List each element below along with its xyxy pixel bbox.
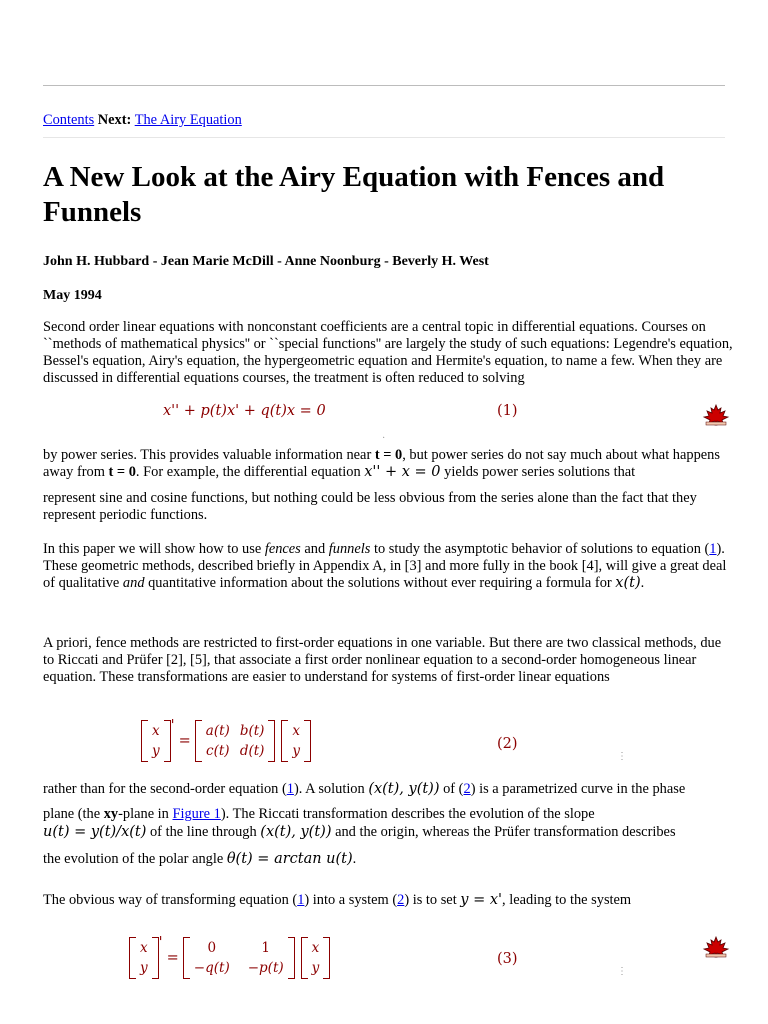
equation-1-link[interactable]: 1 <box>709 541 717 557</box>
bracket <box>281 720 288 762</box>
text: of ( <box>439 781 464 797</box>
prime-mark: ' <box>158 935 163 951</box>
text: ) is to set <box>404 892 461 908</box>
paragraph-5 <box>43 781 733 798</box>
bracket <box>129 937 136 979</box>
bracket <box>183 937 190 979</box>
matrix-entry: y <box>152 743 160 759</box>
bracket <box>195 720 202 762</box>
equation-1-number: (1) <box>497 403 518 419</box>
separator-mark: ⋮ <box>617 966 627 977</box>
text: ) is a parametrized curve in the phase <box>470 781 686 797</box>
text: yields power series solutions that <box>440 464 636 480</box>
matrix-entry: x <box>152 723 160 739</box>
t-zero: t = 0 <box>374 447 403 463</box>
matrix-entry: −p(t) <box>247 960 284 976</box>
vector-right <box>301 937 331 979</box>
next-link[interactable]: The Airy Equation <box>134 112 242 128</box>
equation-1-link[interactable]: 1 <box>297 892 305 908</box>
paragraph-2 <box>43 447 733 481</box>
inline-math: x(t) <box>615 575 641 591</box>
matrix-entry: 0 <box>207 940 217 956</box>
text: quantitative information about the solutions without ever requiring a formula for <box>144 575 616 591</box>
emphasis: funnels <box>328 541 371 557</box>
matrix-entry: x <box>140 940 148 956</box>
bracket <box>323 937 330 979</box>
text: and the origin, whereas the Prüfer transformation describes <box>331 824 676 840</box>
intro-paragraph: Second order linear equations with nonconstant coefficients are a central topic in differential equations. Courses on ``methods of mathematical physics'' or ``special functions'' are largely the study of such equations: Legendre's equation, Bessel's equation, Airy's equation, the hypergeometric equation and Hermite's equation, to name a few. When they are discussed in differential equations courses, the treatment is often reduced to solving <box>43 319 733 386</box>
coefficient-matrix <box>195 720 276 762</box>
matrix-entry: y <box>292 743 301 759</box>
inline-math: y = x' <box>460 892 503 908</box>
figure-1-link[interactable]: Figure 1 <box>172 806 221 822</box>
publication-date: May 1994 <box>43 288 102 303</box>
vector-left <box>141 720 171 762</box>
equation-2 <box>141 720 311 762</box>
matrix-entry: y <box>311 960 320 976</box>
text: ). A solution <box>293 781 369 797</box>
paragraph-6 <box>43 892 733 909</box>
text: , leading to the system <box>502 892 632 908</box>
authors: John H. Hubbard - Jean Marie McDill - Anne Noonburg - Beverly H. West <box>43 254 489 269</box>
text: The obvious way of transforming equation ( <box>43 892 298 908</box>
separator-mark: · <box>382 433 386 444</box>
paragraph-5-line-2 <box>43 806 733 823</box>
top-divider <box>43 85 725 86</box>
nav-divider <box>43 137 725 138</box>
text: of the line through <box>146 824 261 840</box>
equation-2-link[interactable]: 2 <box>463 781 471 797</box>
bracket <box>141 720 148 762</box>
bracket <box>152 937 159 979</box>
text: -plane in <box>118 806 173 822</box>
matrix-entry: c(t) <box>206 743 230 759</box>
matrix-entry: d(t) <box>239 743 265 759</box>
inline-math: x'' + x = 0 <box>364 464 441 480</box>
inline-math: (x(t), y(t)) <box>260 824 332 840</box>
maple-leaf-icon[interactable] <box>702 404 730 426</box>
contents-link[interactable]: Contents <box>43 112 95 128</box>
separator-mark: ⋮ <box>617 751 627 762</box>
next-label: Next: <box>97 112 132 128</box>
equation-1 <box>163 403 326 420</box>
text: ) into a system ( <box>304 892 398 908</box>
coefficient-matrix <box>183 937 295 979</box>
inline-math: u(t) = y(t)/x(t) <box>43 824 147 840</box>
bracket <box>164 720 171 762</box>
equation-3 <box>129 937 330 979</box>
vector-left <box>129 937 159 979</box>
text: by power series. This provides valuable information near <box>43 447 375 463</box>
bracket <box>301 937 308 979</box>
page-title: A New Look at the Airy Equation with Fences and Funnels <box>43 161 665 228</box>
text: . <box>352 851 357 867</box>
inline-math: (x(t), y(t)) <box>368 781 440 797</box>
bold-text: xy <box>103 806 119 822</box>
equation-1-link[interactable]: 1 <box>286 781 294 797</box>
matrix-entry: y <box>140 960 148 976</box>
equation-2-link[interactable]: 2 <box>397 892 405 908</box>
bracket <box>304 720 311 762</box>
equals-sign: = <box>178 732 191 749</box>
matrix-entry: 1 <box>261 940 270 956</box>
navigation-bar <box>43 112 242 129</box>
text: In this paper we will show how to use <box>43 541 265 557</box>
bracket <box>268 720 275 762</box>
text: ). These geometric methods, described briefly in Appendix A, in [3] and more fully in the book [4], will give a great deal of qualitative <box>43 541 727 591</box>
matrix-entry: x <box>292 723 301 739</box>
paragraph-4: A priori, fence methods are restricted to first-order equations in one variable. But there are two classical methods, due to Riccati and Prüfer [2], [5], that associate a first order nonlinear equation to a second-order homogeneous linear equation. These transformations are easier to understand for systems of first-order linear equations <box>43 635 722 685</box>
t-zero: t = 0 <box>108 464 136 480</box>
vector-right <box>281 720 311 762</box>
matrix-entry: −q(t) <box>193 960 230 976</box>
matrix-entry: a(t) <box>205 723 230 739</box>
text: plane (the <box>43 806 104 822</box>
paragraph-5-line-4 <box>43 851 733 868</box>
matrix-entry: x <box>311 940 320 956</box>
equation-3-number: (3) <box>497 951 518 967</box>
text: ). The Riccati transformation describes the evolution of the slope <box>220 806 595 822</box>
inline-math: θ(t) = arctan u(t) <box>226 851 353 867</box>
prime-mark: ' <box>170 718 175 734</box>
text: and <box>300 541 329 557</box>
equation-1-formula: x'' + p(t)x' + q(t)x = 0 <box>163 403 326 419</box>
matrix-entry: b(t) <box>239 723 265 739</box>
text: . <box>640 575 645 591</box>
emphasis: fences <box>264 541 301 557</box>
text: . For example, the differential equation <box>135 464 365 480</box>
paragraph-2-continued: represent sine and cosine functions, but nothing could be less obvious from the series alone than the fact that they represent periodic functions. <box>43 490 697 523</box>
paragraph-5-line-3 <box>43 824 733 841</box>
maple-leaf-icon[interactable] <box>702 936 730 958</box>
equals-sign: = <box>166 949 179 966</box>
equation-2-number: (2) <box>497 736 518 752</box>
text: the evolution of the polar angle <box>43 851 227 867</box>
text: , but power series do not say much about what happens away from <box>43 447 720 480</box>
bracket <box>288 937 295 979</box>
emphasis: and <box>122 575 145 591</box>
text: rather than for the second-order equation ( <box>43 781 287 797</box>
text: to study the asymptotic behavior of solutions to equation ( <box>370 541 710 557</box>
paragraph-3 <box>43 541 733 592</box>
